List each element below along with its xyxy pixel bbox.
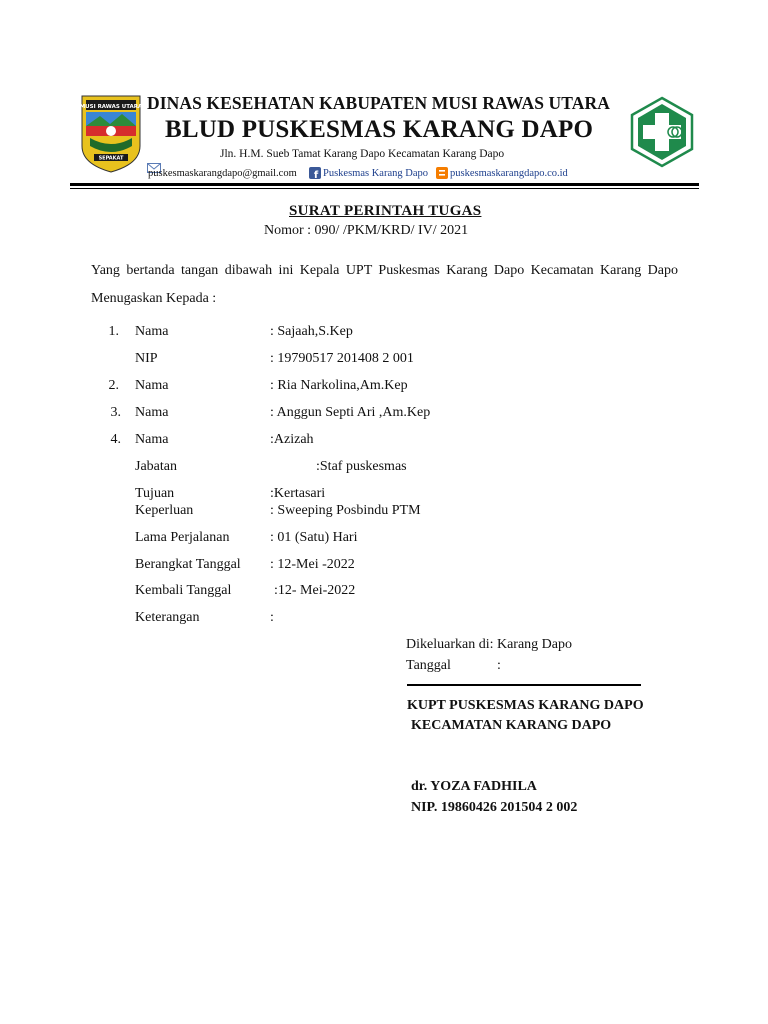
jabatan-label: Jabatan — [135, 459, 177, 474]
signatory-subdistrict: KECAMATAN KARANG DAPO — [411, 718, 612, 733]
list-item-value: :Azizah — [270, 432, 314, 447]
jabatan-value: :Staf puskesmas — [316, 459, 407, 474]
svg-text:f: f — [313, 170, 319, 179]
list-item-number: 2. — [108, 378, 119, 393]
document-title: SURAT PERINTAH TUGAS — [289, 203, 482, 219]
list-item-number: 4. — [110, 432, 121, 447]
tujuan-value: :Kertasari — [270, 486, 326, 501]
list-item-value: : Anggun Septi Ari ,Am.Kep — [270, 405, 431, 420]
date-value: : — [497, 658, 501, 673]
list-item-number: 1. — [108, 324, 119, 339]
intro-paragraph: Yang bertanda tangan dibawah ini Kepala UPT Puskesmas Karang Dapo Kecamatan Karang Dapo Menugaskan Kepada : — [91, 263, 678, 306]
list-item-label: Nama — [135, 432, 169, 447]
signature-divider — [407, 684, 641, 686]
signatory-name: dr. YOZA FADHILA — [411, 779, 537, 794]
list-item-value: : Sajaah,S.Kep — [270, 324, 353, 339]
list-item-value: : 19790517 201408 2 001 — [270, 351, 414, 366]
lama-perjalanan-label: Lama Perjalanan — [135, 530, 230, 545]
keterangan-value: : — [270, 610, 274, 625]
blogger-icon — [436, 166, 448, 184]
blog-text: puskesmaskarangdapo.co.id — [450, 168, 568, 179]
date-label: Tanggal — [406, 658, 451, 673]
crest-title-text: MUSI RAWAS UTARA — [80, 104, 142, 110]
email-text: puskesmaskarangdapo@gmail.com — [148, 168, 297, 179]
tujuan-label: Tujuan — [135, 486, 175, 501]
list-item-number: 3. — [110, 405, 121, 420]
list-item-value: : Ria Narkolina,Am.Kep — [270, 378, 408, 393]
issued-at: Dikeluarkan di: Karang Dapo — [406, 637, 572, 652]
facebook-icon — [309, 166, 321, 184]
document-number: Nomor : 090/ /PKM/KRD/ IV/ 2021 — [264, 223, 469, 238]
kembali-label: Kembali Tanggal — [135, 583, 232, 598]
crest-caption-text: SEPAKAT — [98, 155, 124, 162]
agency-name: DINAS KESEHATAN KABUPATEN MUSI RAWAS UTARA — [147, 93, 610, 113]
berangkat-value: : 12-Mei -2022 — [270, 557, 355, 572]
facebook-text: Puskesmas Karang Dapo — [323, 168, 428, 179]
puskesmas-logo — [629, 96, 695, 168]
list-item-label: Nama — [135, 405, 169, 420]
keterangan-label: Keterangan — [135, 610, 200, 625]
list-item-label: Nama — [135, 378, 169, 393]
lama-perjalanan-value: : 01 (Satu) Hari — [270, 530, 358, 545]
list-item-label: NIP — [135, 351, 158, 366]
list-item-label: Nama — [135, 324, 169, 339]
kembali-value: :12- Mei-2022 — [274, 583, 356, 598]
institution-name: BLUD PUSKESMAS KARANG DAPO — [165, 116, 594, 143]
signatory-nip: NIP. 19860426 201504 2 002 — [411, 800, 578, 815]
header-divider-thick — [70, 183, 699, 186]
signatory-position: KUPT PUSKESMAS KARANG DAPO — [407, 698, 644, 713]
regency-crest-logo — [80, 94, 142, 174]
keperluan-value: : Sweeping Posbindu PTM — [270, 503, 421, 518]
header-divider-thin — [70, 188, 699, 189]
keperluan-label: Keperluan — [135, 503, 194, 518]
berangkat-label: Berangkat Tanggal — [135, 557, 241, 572]
address-text: Jln. H.M. Sueb Tamat Karang Dapo Kecamatan Karang Dapo — [220, 148, 505, 160]
